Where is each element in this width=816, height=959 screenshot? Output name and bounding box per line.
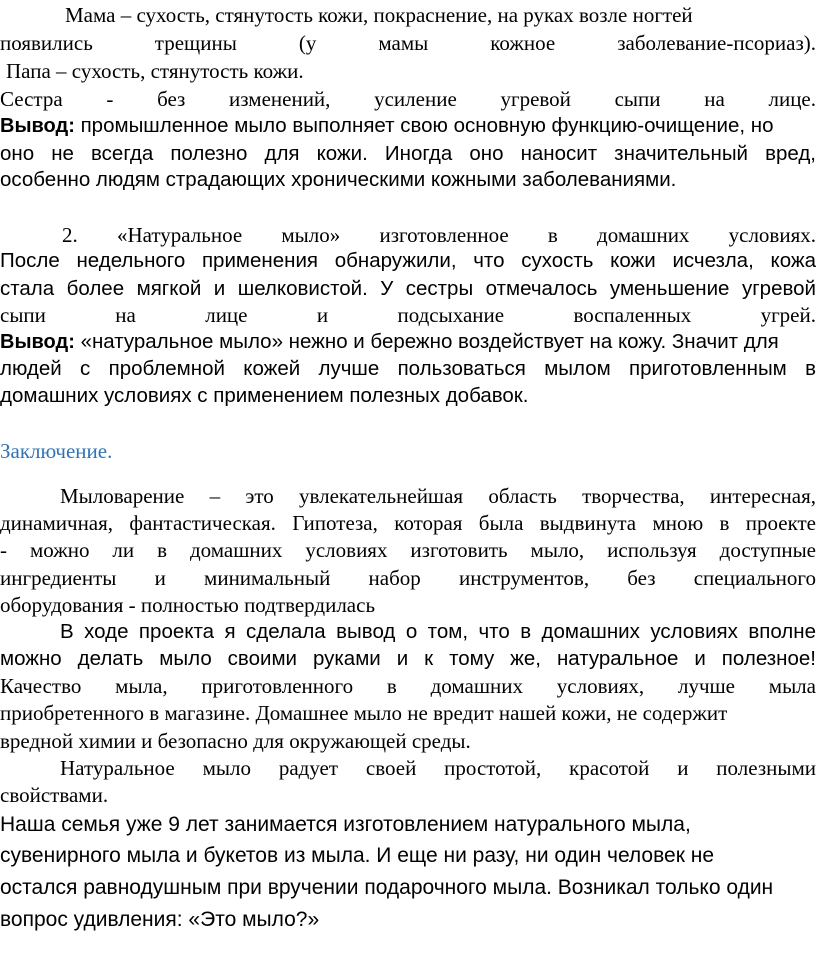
p5-line-2: свойствами.: [0, 783, 109, 807]
p6-line-4: вопрос удивления: «Это мыло?»: [0, 908, 320, 931]
p3-line-3: - можно ли в домашних условиях изготовить мыло, используя доступные: [0, 538, 816, 562]
p6-line-1: Наша семья уже 9 лет занимается изготовлением натурального мыла,: [0, 813, 691, 836]
p4-line-1: В ходе проекта я сделала вывод о том, что в домашних условиях вполне: [60, 620, 816, 643]
p1-line-5: [0, 113, 816, 138]
p2-line-3: стала более мягкой и шелковистой. У сестры отмечалось уменьшение угревой: [0, 277, 816, 300]
p3-line-2: динамичная, фантастическая. Гипотеза, которая была выдвинута мною в проекте: [0, 511, 816, 535]
p6-line-2: сувенирного мыла и букетов из мыла. И еще ни разу, ни один человек не: [0, 844, 714, 867]
p3-line-4: ингредиенты и минимальный набор инструментов, без специального: [0, 566, 816, 590]
p4-line-2: можно делать мыло своими руками и к тому же, натуральное и полезное!: [0, 647, 816, 670]
p1-line-7: особенно людям страдающих хроническими кожными заболеваниями.: [0, 168, 677, 191]
p3-line-1: Мыловарение – это увлекательнейшая область творчества, интересная,: [60, 484, 816, 508]
p1-line-3: Папа – сухость, стянутость кожи.: [6, 59, 304, 83]
section-heading: Заключение.: [0, 439, 113, 463]
conclusion-label-2: Вывод:: [0, 331, 75, 353]
p2-line-5: [0, 329, 816, 354]
p2-line-4: сыпи на лице и подсыхание воспаленных угрей.: [0, 303, 816, 327]
p4-line-3: Качество мыла, приготовленного в домашних условиях, лучше мыла: [0, 674, 816, 698]
p5-line-1: Натуральное мыло радует своей простотой, красотой и полезными: [60, 756, 816, 780]
p6-line-3: остался равнодушным при вручении подарочного мыла. Возникал только один: [0, 876, 774, 899]
p3-line-5: оборудования - полностью подтвердилась: [0, 593, 376, 617]
p1-line-4: Сестра - без изменений, усиление угревой сыпи на лице.: [0, 87, 816, 111]
p2-line-2: После недельного применения обнаружили, что сухость кожи исчезла, кожа: [0, 249, 816, 272]
p1-line-5-text: промышленное мыло выполняет свою основную функцию-очищение, но: [74, 114, 774, 137]
p2-line-6: людей с проблемной кожей лучше пользоваться мылом приготовленным в: [0, 357, 816, 380]
p4-line-5: вредной химии и безопасно для окружающей среды.: [0, 729, 471, 753]
p2-line-5-text: «натуральное мыло» нежно и бережно воздействует на кожу. Значит для: [74, 330, 779, 353]
p1-line-1: Мама – сухость, стянутость кожи, покраснение, на руках возле ногтей: [65, 3, 693, 27]
p1-line-6: оно не всегда полезно для кожи. Иногда оно наносит значительный вред,: [0, 142, 816, 165]
p1-line-2: появились трещины (у мамы кожное заболевание-псориаз).: [0, 31, 816, 55]
p4-line-4: приобретенного в магазине. Домашнее мыло не вредит нашей кожи, не содержит: [0, 701, 728, 725]
p2-line-1: 2. «Натуральное мыло» изготовленное в домашних условиях.: [62, 223, 816, 247]
conclusion-label: Вывод:: [0, 115, 75, 137]
p2-line-7: домашних условиях с применением полезных добавок.: [0, 384, 529, 407]
